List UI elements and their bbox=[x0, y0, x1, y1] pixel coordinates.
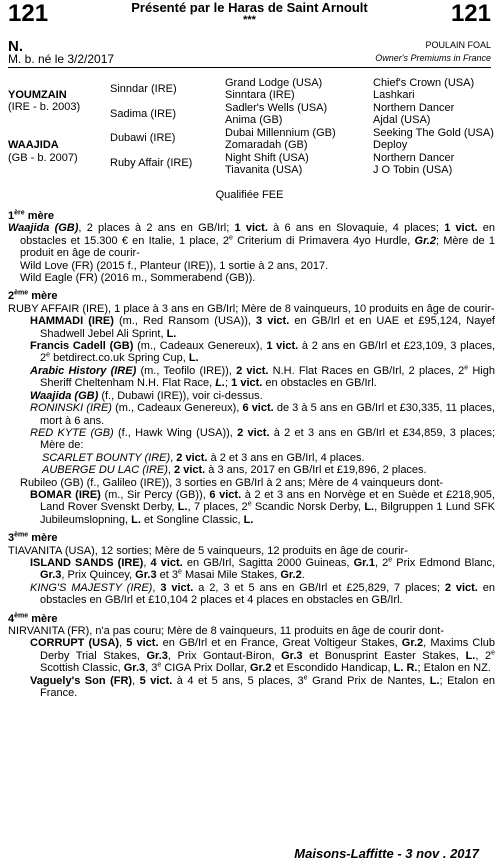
pedigree-gen3-cell: Night Shift (USA) bbox=[225, 152, 309, 164]
produce-record: CORRUPT (USA), 5 vict. en GB/Irl et en France, Great Voltigeur Stakes, Gr.2, Maxims Club Derby Trial Stakes, Gr.3, Prix Gontaut-Biron, Gr.3 et Bonusprint Easter Stakes, L., 2e Scottish Classic, Gr.3, 3e CIGA Prix Dollar, Gr.2 et Escondido Handicap, L. R.; Etalon en NZ. bbox=[30, 637, 495, 675]
section-heading-first-dam: 1ère mère bbox=[8, 209, 54, 222]
produce-record: ISLAND SANDS (IRE), 4 vict. en GB/Irl, Sagitta 2000 Guineas, Gr.1, 2e Prix Edmond Blanc, Gr.3, Prix Quincey, Gr.3 et 3e Masai Mile Stakes, Gr.2. bbox=[30, 556, 496, 582]
dam-info: (GB - b. 2007) bbox=[8, 152, 78, 164]
pedigree-gen4-cell: Seeking The Gold (USA) bbox=[373, 127, 494, 139]
foal-type: POULAIN FOAL bbox=[425, 40, 491, 50]
pedigree-gen4-cell: Lashkari bbox=[373, 89, 415, 101]
pedigree-gen3-cell: Sadler's Wells (USA) bbox=[225, 102, 328, 114]
third-dam-record: TIAVANITA (USA), 12 sorties; Mère de 5 vainqueurs, 12 produits en âge de courir- bbox=[8, 544, 408, 557]
pedigree-gen3-cell: Sinntara (IRE) bbox=[225, 89, 295, 101]
qualification-note: Qualifiée FEE bbox=[215, 189, 284, 201]
pedigree-gen2-cell: Sinndar (IRE) bbox=[110, 83, 177, 95]
produce-record: Waajida (GB) (f., Dubawi (IRE)), voir ci-dessus. bbox=[30, 389, 263, 402]
produce-record: HAMMADI (IRE) (m., Red Ransom (USA)), 3 vict. en GB/Irl et en UAE et £95,124, Nayef Shadwell Jebel Ali Sprint, L. bbox=[30, 315, 495, 340]
lot-number-right: 121 bbox=[450, 0, 491, 27]
horse-sex-birth: M. b. né le 3/2/2017 bbox=[8, 52, 115, 66]
section-heading-second-dam: 2ème mère bbox=[8, 289, 58, 303]
pedigree-gen3-cell: Zomaradah (GB) bbox=[225, 139, 308, 151]
pedigree-gen4-cell: Northern Dancer bbox=[373, 152, 455, 164]
produce-record: Francis Cadell (GB) (m., Cadeaux Genereux), 1 vict. à 2 ans en GB/Irl et £23,109, 3 places, 2e betdirect.co.uk Spring Cup, L. bbox=[30, 340, 495, 365]
pedigree-gen2-cell: Dubawi (IRE) bbox=[110, 132, 176, 144]
pedigree-gen3-cell: Grand Lodge (USA) bbox=[225, 77, 323, 89]
produce-record: RONINSKI (IRE) (m., Cadeaux Genereux), 6 vict. de 3 à 5 ans en GB/Irl et £30,335, 11 places, mort à 6 ans. bbox=[30, 402, 495, 427]
pedigree-gen4-cell: Northern Dancer bbox=[373, 102, 455, 114]
sale-footer: Maisons-Laffitte - 3 nov . 2017 bbox=[294, 846, 479, 861]
pedigree-gen4-cell: J O Tobin (USA) bbox=[373, 164, 453, 176]
fourth-dam-record: NIRVANITA (FR), n'a pas couru; Mère de 8 vainqueurs, 11 produits en âge de courir dont- bbox=[8, 625, 445, 637]
sire-name: YOUMZAIN bbox=[8, 89, 67, 101]
pedigree-gen3-cell: Tiavanita (USA) bbox=[225, 164, 303, 176]
produce-record: AUBERGE DU LAC (IRE), 2 vict. à 3 ans, 2017 en GB/Irl et £19,896, 2 places. bbox=[42, 464, 427, 477]
produce-record: KING'S MAJESTY (IRE), 3 vict. a 2, 3 et 5 ans en GB/Irl et £25,829, 7 places; 2 vict. en obstacles en GB/Irl et £10,104 2 places et 4 places en obstacles en GB/Irl. bbox=[30, 581, 495, 607]
rating-stars: *** bbox=[243, 14, 256, 26]
produce-record: Wild Eagle (FR) (2016 m., Sommerabend (GB)). bbox=[20, 272, 256, 285]
catalogue-body bbox=[8, 210, 495, 699]
pedigree-gen4-cell: Chief's Crown (USA) bbox=[373, 77, 475, 89]
lot-number-left: 121 bbox=[8, 0, 49, 27]
produce-record: Vaguely's Son (FR), 5 vict. à 4 et 5 ans, 5 places, 3e Grand Prix de Nantes, L.; Etalon en France. bbox=[30, 673, 495, 700]
pedigree-gen3-cell: Dubai Millennium (GB) bbox=[225, 127, 336, 139]
section-heading-third-dam: 3ème mère bbox=[8, 531, 58, 545]
pedigree-gen4-cell: Deploy bbox=[373, 139, 408, 151]
lot-header bbox=[0, 0, 499, 34]
produce-record: RED KYTE (GB) (f., Hawk Wing (USA)), 2 vict. à 2 et 3 ans en GB/Irl et £34,859, 3 places; Mère de: bbox=[30, 426, 496, 452]
owners-premiums-note: Owner's Premiums in France bbox=[375, 53, 491, 63]
produce-record: Arabic History (IRE) (m., Teofilo (IRE)), 2 vict. N.H. Flat Races en GB/Irl, 2 places, 2e High Sheriff Cheltenham N.H. Flat Race, L.; 1 vict. en obstacles en GB/Irl. bbox=[30, 364, 495, 390]
consignor-title: Présenté par le Haras de Saint Arnoult bbox=[131, 0, 368, 15]
produce-record: Wild Love (FR) (2015 f., Planteur (IRE)), 1 sortie à 2 ans, 2017. bbox=[20, 259, 329, 272]
pedigree-gen4-cell: Ajdal (USA) bbox=[373, 114, 431, 126]
dam-name: WAAJIDA bbox=[8, 139, 59, 151]
pedigree-gen2-cell: Sadima (IRE) bbox=[110, 108, 177, 120]
sire-info: (IRE - b. 2003) bbox=[8, 101, 81, 113]
produce-record: SCARLET BOUNTY (IRE), 2 vict. à 2 et 3 ans en GB/Irl, 4 places. bbox=[42, 451, 365, 464]
header-divider bbox=[8, 67, 491, 68]
granddam-record: RUBY AFFAIR (IRE), 1 place à 3 ans en GB/Irl; Mère de 8 vainqueurs, 10 produits en âge de courir- bbox=[8, 302, 495, 315]
horse-name: N. bbox=[8, 38, 23, 55]
pedigree-gen3-cell: Anima (GB) bbox=[225, 114, 283, 126]
dam-record: Waajida (GB), 2 places à 2 ans en GB/Irl; 1 vict. à 6 ans en Slovaquie, 4 places; 1 vict. en obstacles et 15.300 € en Italie, 1 place, 2e Criterium di Primavera 4yo Hurdle, Gr.2; Mère de 1 produit en âge de courir- bbox=[8, 222, 496, 260]
produce-record: BOMAR (IRE) (m., Sir Percy (GB)), 6 vict. à 2 et 3 ans en Norvège et en Suède et £218,905, Land Rover Svenskt Derby, L., 7 places, 2e Scandic Norsk Derby, L., Bilgruppen 1 Lund SFK Jubileumslopning, L. et Songline Classic, L. bbox=[30, 488, 495, 526]
section-heading-fourth-dam: 4ème mère bbox=[8, 611, 58, 625]
pedigree-gen2-cell: Ruby Affair (IRE) bbox=[110, 157, 193, 169]
produce-record: Rubileo (GB) (f., Galileo (IRE)), 3 sorties en GB/Irl à 2 ans; Mère de 4 vainqueurs dont- bbox=[20, 476, 444, 489]
